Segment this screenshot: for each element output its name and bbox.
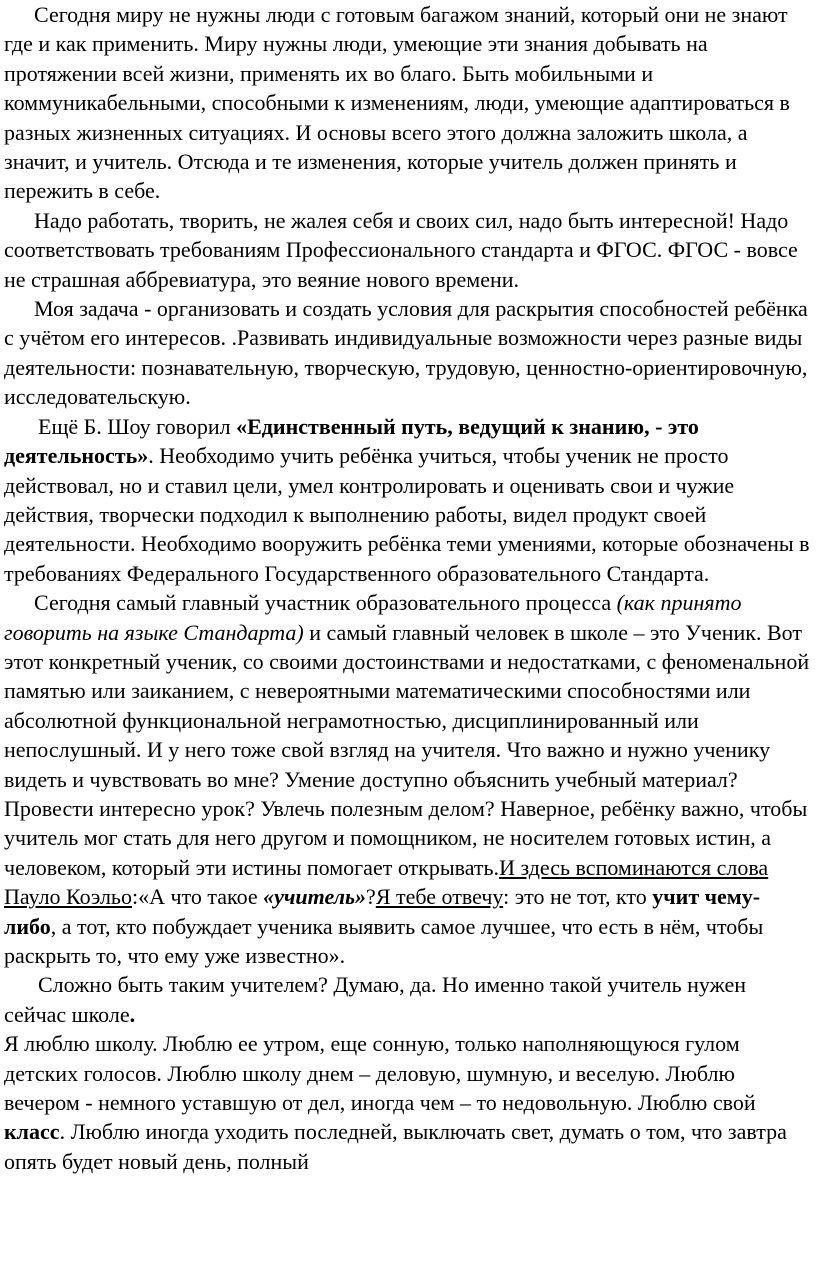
paragraph-3: Моя задача - организовать и создать условия для раскрытия способностей ребёнка с учётом его интересов. .Развивать индивидуальные возможности через разные виды деятельности: познавательную, творческую, трудовую, ценностно-ориентировочную, исследовательскую. <box>4 296 808 410</box>
quote-open: «А что такое <box>138 884 264 910</box>
paragraph-6-period: . <box>129 1001 136 1027</box>
question-mark: ? <box>366 884 376 910</box>
paragraph-7-start: Я люблю школу. Люблю ее утром, еще сонную, только наполняющуюся гулом детских голосов. Люблю школу днем – деловую, шумную, и веселую. Люблю вечером - немного уставшую от дел, иногда чем – то недовольную. Люблю свой <box>4 1031 756 1116</box>
paragraph-2: Надо работать, творить, не жалея себя и своих сил, надо быть интересной! Надо соответствовать требованиям Профессионального стандарта и ФГОС. ФГОС - вовсе не страшная аббревиатура, это веяние нового времени. <box>4 207 798 292</box>
paragraph-7-end: . Люблю иногда уходить последней, выключать свет, думать о том, что завтра опять будет новый день, полный <box>4 1119 787 1174</box>
paragraph-7 <box>4 1029 812 1176</box>
paragraph-4-body: . Необходимо учить ребёнка учиться, чтобы ученик не просто действовал, но и ставил цели, умел контролировать и оценивать свои и чужие действия, творчески подходил к выполнению работы, видел продукт своей деятельности. Необходимо вооружить ребёнка теми умениями, которые обозначены в требованиях Федерального Государственного образовательного Стандарта. <box>4 443 810 586</box>
colon-text: : это не тот, кто <box>503 884 653 910</box>
paragraph-5 <box>4 588 812 970</box>
answer-phrase: Я тебе отвечу <box>375 884 504 910</box>
paragraph-4-intro: Ещё Б. Шоу говорил <box>38 413 237 439</box>
standard-note: (как принято говорить на языке Стандарта) <box>4 590 742 645</box>
paragraph-6 <box>4 970 812 1029</box>
paragraph-5-end: , а тот, кто побуждает ученика выявить самое лучшее, что есть в нём, чтобы раскрыть то, что ему уже известно». <box>4 913 764 968</box>
teaches-phrase: учит чему-либо <box>4 884 761 939</box>
paragraph-5-start: Сегодня самый главный участник образовательного процесса <box>34 590 617 616</box>
teacher-word: «учитель» <box>263 884 367 910</box>
class-word: класс <box>4 1119 60 1145</box>
coelho-reference: И здесь вспоминаются слова Пауло Коэльо <box>4 854 769 910</box>
shaw-quote: «Единственный путь, ведущий к знанию, - это деятельность» <box>4 413 699 469</box>
colon-1: : <box>131 884 139 910</box>
paragraph-1: Сегодня миру не нужны люди с готовым багажом знаний, который они не знают где и как применить. Миру нужны люди, умеющие эти знания добывать на протяжении всей жизни, применять их во благо. Быть мобильными и коммуникабельными, способными к изменениям, люди, умеющие адаптироваться в разных жизненных ситуациях. И основы всего этого должна заложить школа, а значит, и учитель. Отсюда и те изменения, которые учитель должен принять и пережить в себе. <box>4 2 790 204</box>
paragraph-5-middle: и самый главный человек в школе – это Ученик. Вот этот конкретный ученик, со своими достоинствами и недостатками, с феноменальной памятью или заиканием, с невероятными математическими способностями или абсолютной функциональной неграмотностью, дисциплинированный или непослушный. И у него тоже свой взгляд на учителя. Что важно и нужно ученику видеть и чувствовать во мне? Умение доступно объяснить учебный материал? Провести интересно урок? Увлечь полезным делом? Наверное, ребёнку важно, чтобы учитель мог стать для него другом и помощником, не носителем готовых истин, а человеком, который эти истины помогает открывать. <box>4 619 810 880</box>
paragraph-6-text: Сложно быть таким учителем? Думаю, да. Но именно такой учитель нужен сейчас школе <box>4 972 747 1027</box>
paragraph-4 <box>4 412 812 588</box>
